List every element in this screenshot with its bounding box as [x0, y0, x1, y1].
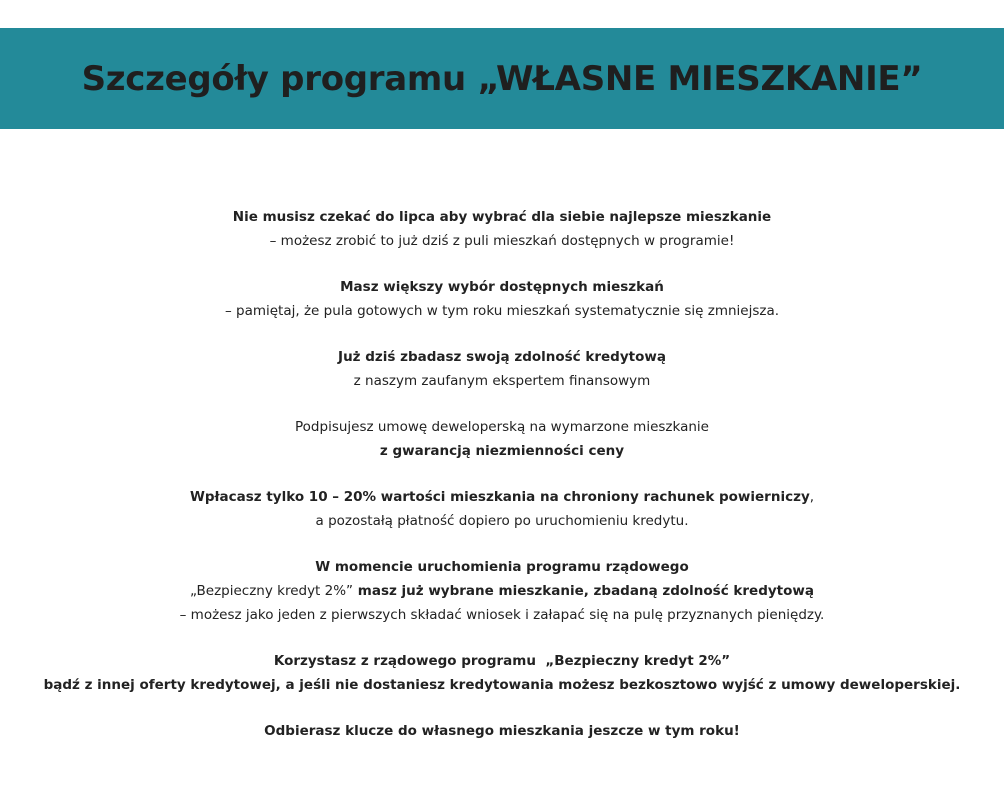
detail-6-text: – możesz jako jeden z pierwszych składać wniosek i załapać się na pulę przyznanych pieniędzy. — [179, 607, 825, 623]
detail-8-heading: Odbierasz klucze do własnego mieszkania jeszcze w tym roku! — [264, 723, 740, 739]
detail-4-text: Podpisujesz umowę deweloperską na wymarzone mieszkanie — [295, 419, 709, 435]
title-banner — [0, 28, 1004, 129]
detail-3-text: z naszym zaufanym ekspertem finansowym — [353, 373, 651, 389]
detail-block-7 — [0, 649, 1004, 697]
detail-5-comma: , — [809, 489, 815, 505]
detail-block-3 — [0, 345, 1004, 393]
detail-block-4 — [0, 415, 1004, 463]
program-details — [0, 205, 1004, 765]
detail-5-heading: Wpłacasz tylko 10 – 20% wartości mieszkania na chroniony rachunek powierniczy — [189, 489, 810, 505]
detail-2-text: – pamiętaj, że pula gotowych w tym roku mieszkań systematycznie się zmniejsza. — [224, 303, 780, 319]
detail-block-5 — [0, 485, 1004, 533]
detail-1-heading: Nie musisz czekać do lipca aby wybrać dla siebie najlepsze mieszkanie — [232, 209, 772, 225]
detail-block-1 — [0, 205, 1004, 253]
page-title: Szczegóły programu „WŁASNE MIESZKANIE” — [81, 58, 923, 99]
detail-5-text: a pozostałą płatność dopiero po uruchomieniu kredytu. — [315, 513, 689, 529]
detail-block-6 — [0, 555, 1004, 627]
detail-6-program-name: „Bezpieczny kredyt 2%” — [189, 583, 354, 599]
detail-block-2 — [0, 275, 1004, 323]
detail-3-heading: Już dziś zbadasz swoją zdolność kredytową — [338, 349, 666, 365]
detail-7-heading: Korzystasz z rządowego programu „Bezpieczny kredyt 2%” — [273, 653, 731, 669]
detail-5-line-1 — [0, 485, 1004, 509]
detail-6-heading: W momencie uruchomienia programu rządowego — [315, 559, 689, 575]
detail-block-8 — [0, 719, 1004, 743]
detail-6-bold-text: masz już wybrane mieszkanie, zbadaną zdolność kredytową — [353, 583, 814, 599]
detail-7-text: bądź z innej oferty kredytowej, a jeśli nie dostaniesz kredytowania możesz bezkosztowo wyjść z umowy deweloperskiej. — [43, 677, 961, 693]
detail-1-text: – możesz zrobić to już dziś z puli mieszkań dostępnych w programie! — [269, 233, 735, 249]
detail-4-heading: z gwarancją niezmienności ceny — [379, 443, 625, 459]
detail-2-heading: Masz większy wybór dostępnych mieszkań — [340, 279, 664, 295]
detail-6-line-2 — [0, 579, 1004, 603]
